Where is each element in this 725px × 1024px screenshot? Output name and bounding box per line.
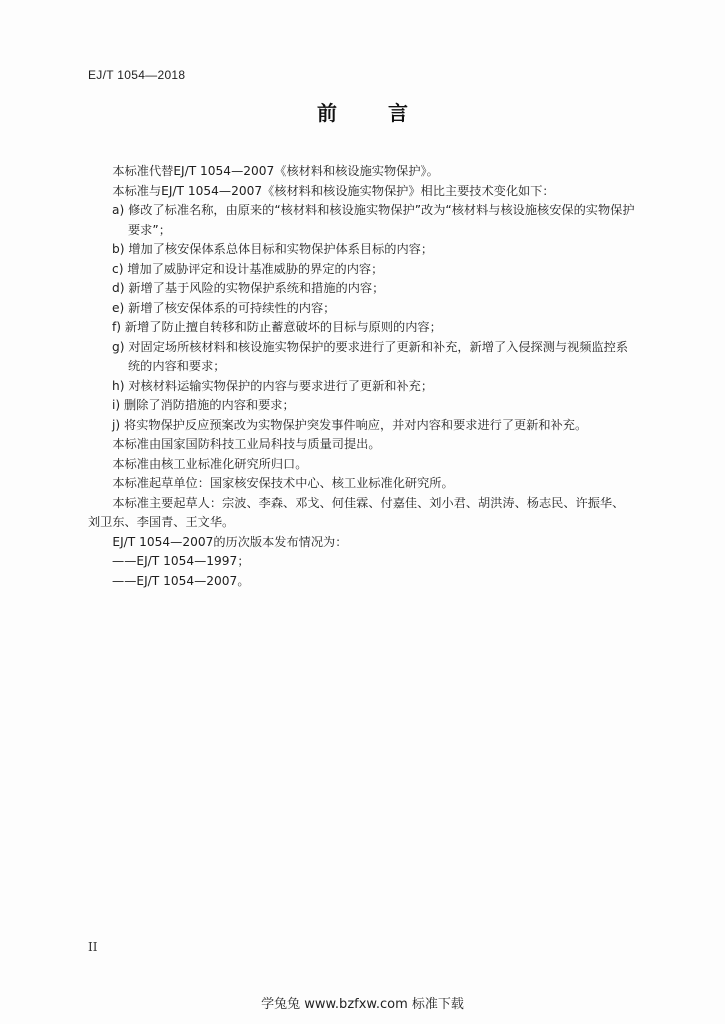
- list-item: c) 增加了威胁评定和设计基准威胁的界定的内容；: [112, 261, 384, 276]
- page-number: II: [88, 940, 98, 954]
- list-item: i) 删除了消防措施的内容和要求；: [112, 398, 295, 412]
- history-item: ——EJ/T 1054—1997；: [112, 554, 250, 568]
- page-title: 前 言: [317, 101, 430, 125]
- history-item: ——EJ/T 1054—2007。: [112, 573, 250, 588]
- paragraph-drafters: 本标准主要起草人：宗波、李森、邓戈、何佳霖、付嘉佳、刘小君、胡洪涛、杨志民、许振华、刘卫东、李国青、王文华。: [88, 495, 625, 529]
- list-item: a) 修改了标准名称，由原来的“核材料和核设施实物保护”改为“核材料与核设施核安保的实物保护要求”；: [112, 203, 635, 237]
- foreword-body: [88, 162, 636, 591]
- list-item: e) 新增了核安保体系的可持续性的内容；: [112, 300, 336, 315]
- list-item: f) 新增了防止擅自转移和防止蓄意破坏的目标与原则的内容；: [112, 320, 442, 334]
- list-item: d) 新增了基于风险的实物保护系统和措施的内容；: [112, 281, 385, 295]
- paragraph-changes-intro: 本标准与EJ/T 1054—2007《核材料和核设施实物保护》相比主要技术变化如下：: [112, 183, 555, 198]
- paragraph-proposer: 本标准由国家国防科技工业局科技与质量司提出。: [112, 437, 381, 451]
- paragraph-history-intro: EJ/T 1054—2007的历次版本发布情况为：: [112, 534, 348, 549]
- list-item: b) 增加了核安保体系总体目标和实物保护体系目标的内容；: [112, 242, 434, 256]
- document-id: EJ/T 1054—2018: [88, 68, 186, 82]
- paragraph-drafting-units: 本标准起草单位：国家核安保技术中心、核工业标准化研究所。: [112, 476, 454, 490]
- paragraph-administrator: 本标准由核工业标准化研究所归口。: [112, 456, 308, 471]
- list-item: j) 将实物保护反应预案改为实物保护突发事件响应，并对内容和要求进行了更新和补充。: [112, 417, 588, 432]
- list-item: g) 对固定场所核材料和核设施实物保护的要求进行了更新和补充，新增了入侵探测与视频监控系统的内容和要求；: [112, 339, 629, 373]
- watermark-text: 学兔兔 www.bzfxw.com 标准下载: [261, 997, 464, 1012]
- list-item: h) 对核材料运输实物保护的内容与要求进行了更新和补充；: [112, 378, 434, 393]
- paragraph-replaces: 本标准代替EJ/T 1054—2007《核材料和核设施实物保护》。: [112, 164, 439, 178]
